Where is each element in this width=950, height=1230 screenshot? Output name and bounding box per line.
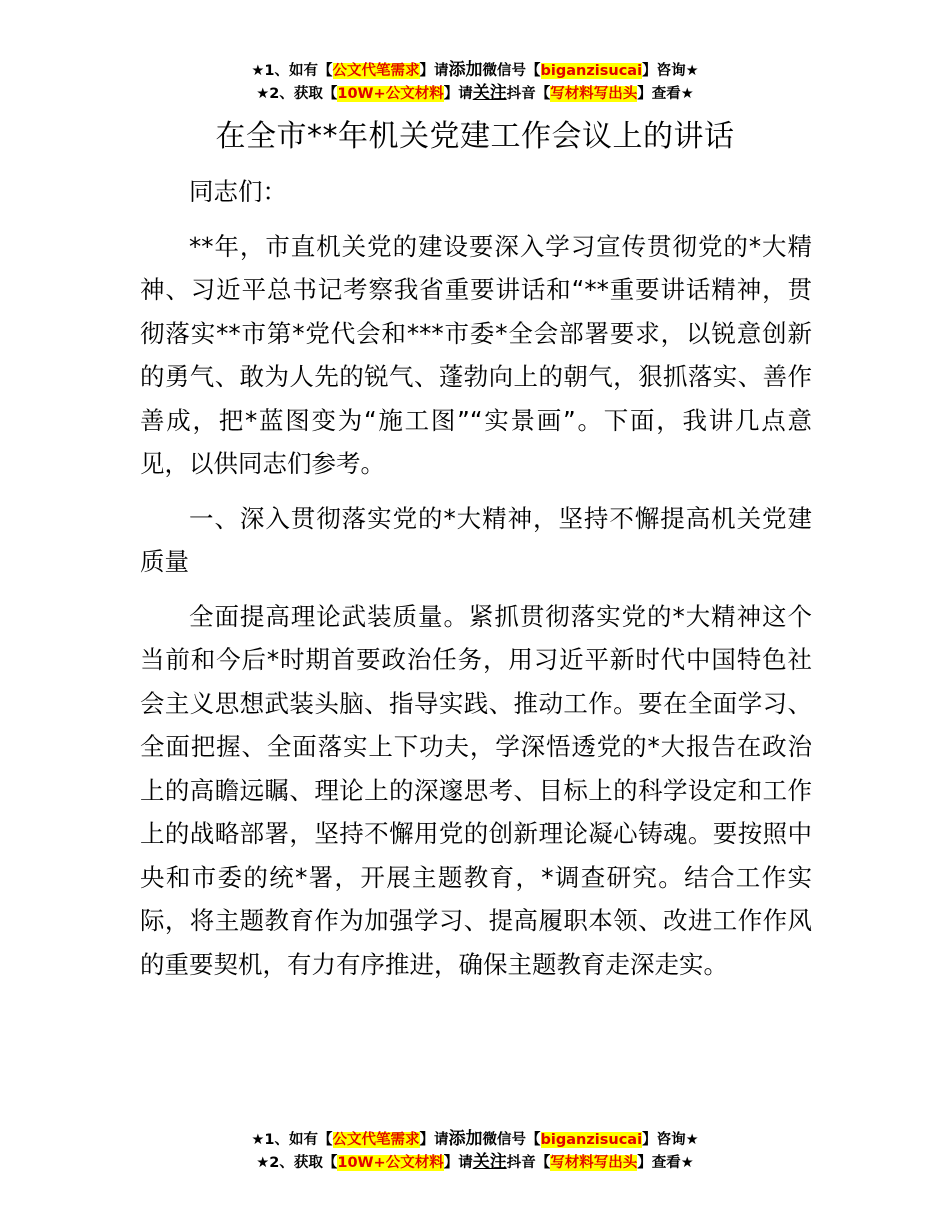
banner-line-1 (0, 1128, 950, 1151)
banner-highlight: biganzisucai (540, 1132, 643, 1148)
paragraph: **年，市直机关党的建设要深入学习宣传贯彻党的*大精神、习近平总书记考察我省重要讲话和“**重要讲话精神，贯彻落实**市第*党代会和***市委*全会部署要求，以锐意创新的勇气、敢为人先的锐气、蓬勃向上的朝气，狠抓落实、善作善成，把*蓝图变为“施工图”“实景画”。下面，我讲几点意见，以供同志们参考。 (140, 231, 812, 478)
banner-text: 】查看★ (637, 86, 694, 102)
banner-text: 】请 (419, 63, 449, 79)
banner-text: ★1、如有【 (251, 1132, 333, 1148)
footer-banner (0, 1128, 950, 1174)
banner-emphasis: 关注 (472, 83, 507, 103)
banner-text: 微信号【 (482, 1132, 541, 1148)
banner-highlight: biganzisucai (540, 63, 643, 79)
banner-highlight: 公文代笔需求 (332, 1132, 420, 1148)
document-body (140, 170, 812, 986)
banner-text: 】查看★ (637, 1155, 694, 1171)
section-heading: 一、深入贯彻落实党的*大精神，坚持不懈提高机关党建质量 (140, 503, 812, 576)
banner-text: 】请 (443, 86, 473, 102)
banner-highlight: 写材料写出头 (550, 86, 638, 102)
banner-text: 抖音【 (506, 1155, 551, 1171)
document-title: 在全市**年机关党建工作会议上的讲话 (215, 119, 735, 154)
banner-text: 】咨询★ (642, 1132, 699, 1148)
banner-text: ★2、获取【 (256, 86, 338, 102)
banner-highlight: 公文代笔需求 (332, 63, 420, 79)
greeting: 同志们： (189, 177, 287, 206)
banner-highlight: 10W+公文材料 (337, 86, 444, 102)
banner-text: ★2、获取【 (256, 1155, 338, 1171)
banner-text: 微信号【 (482, 63, 541, 79)
banner-emphasis: 关注 (472, 1152, 507, 1172)
banner-text: 抖音【 (506, 86, 551, 102)
banner-text: 】咨询★ (642, 63, 699, 79)
banner-emphasis: 添加 (448, 60, 483, 80)
banner-text: 】请 (419, 1132, 449, 1148)
banner-text: 】请 (443, 1155, 473, 1171)
banner-line-2 (0, 1151, 950, 1174)
banner-highlight: 10W+公文材料 (337, 1155, 444, 1171)
banner-text: ★1、如有【 (251, 63, 333, 79)
paragraph: 全面提高理论武装质量。紧抓贯彻落实党的*大精神这个当前和今后*时期首要政治任务，用习近平新时代中国特色社会主义思想武装头脑、指导实践、推动工作。要在全面学习、全面把握、全面落实上下功夫，学深悟透党的*大报告在政治上的高瞻远瞩、理论上的深邃思考、目标上的科学设定和工作上的战略部署，坚持不懈用党的创新理论凝心铸魂。要按照中央和市委的统*署，开展主题教育，*调查研究。结合工作实际，将主题教育作为加强学习、提高履职本领、改进工作作风的重要契机，有力有序推进，确保主题教育走深走实。 (140, 601, 812, 979)
header-banner (0, 59, 950, 105)
banner-line-1 (0, 59, 950, 82)
banner-highlight: 写材料写出头 (550, 1155, 638, 1171)
banner-emphasis: 添加 (448, 1129, 483, 1149)
banner-line-2 (0, 82, 950, 105)
